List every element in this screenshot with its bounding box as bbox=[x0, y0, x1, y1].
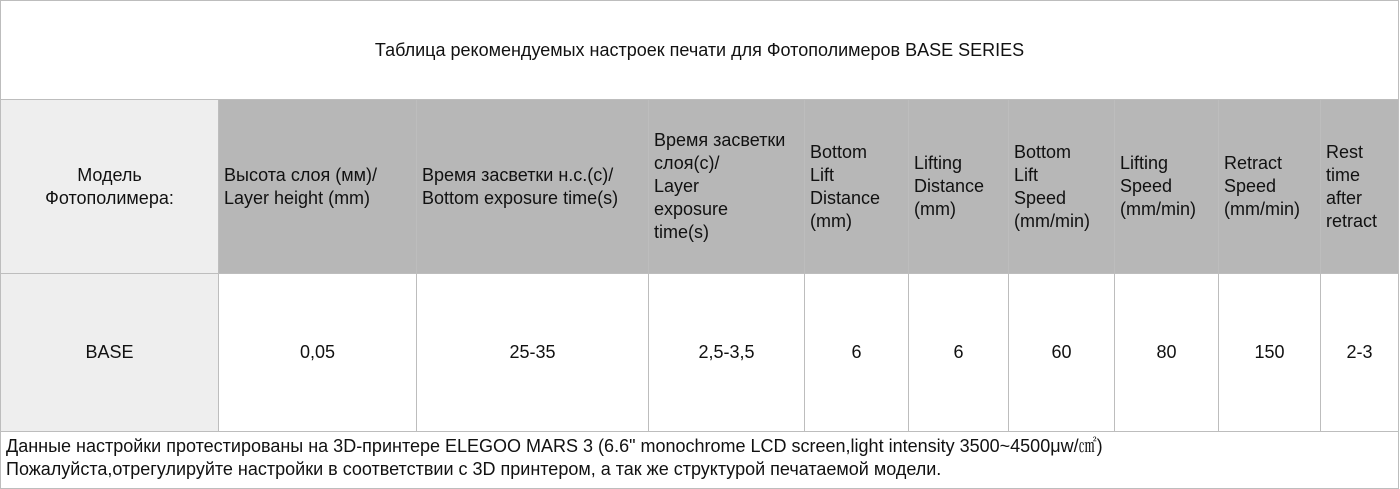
column-header-retract-speed bbox=[1219, 100, 1321, 274]
table-cell: 60 bbox=[1009, 274, 1115, 432]
column-header-layer-height bbox=[219, 100, 417, 274]
table-cell: 6 bbox=[805, 274, 909, 432]
header-row bbox=[1, 100, 1399, 274]
table-cell: 2,5-3,5 bbox=[649, 274, 805, 432]
column-header-lifting-distance bbox=[909, 100, 1009, 274]
model-name-cell: BASE bbox=[1, 274, 219, 432]
column-header-label: Высота слоя (мм)/ Layer height (mm) bbox=[224, 164, 378, 208]
column-header-bottom-lift-distance bbox=[805, 100, 909, 274]
model-column-header-label: Модель Фотополимера: bbox=[45, 164, 174, 208]
column-header-lifting-speed bbox=[1115, 100, 1219, 274]
column-header-label: Время засветки н.с.(с)/ Bottom exposure time(s) bbox=[422, 164, 619, 208]
table-title: Таблица рекомендуемых настроек печати для Фотополимеров BASE SERIES bbox=[1, 1, 1399, 100]
table-cell: 150 bbox=[1219, 274, 1321, 432]
table-cell: 0,05 bbox=[219, 274, 417, 432]
column-header-bottom-lift-speed bbox=[1009, 100, 1115, 274]
model-column-header bbox=[1, 100, 219, 274]
table-cell: 6 bbox=[909, 274, 1009, 432]
column-header-label: Lifting Distance (mm) bbox=[914, 153, 985, 219]
note-line: Данные настройки протестированы на 3D-принтере ELEGOO MARS 3 (6.6" monochrome LCD screen,light intensity 3500~4500μw/㎠) bbox=[6, 436, 1103, 456]
column-header-label: Bottom Lift Speed (mm/min) bbox=[1014, 141, 1090, 231]
note-line: Пожалуйста,отрегулируйте настройки в соответствии с 3D принтером, а так же структурой печатаемой модели. bbox=[6, 459, 942, 479]
table-cell: 80 bbox=[1115, 274, 1219, 432]
column-header-label: Rest time after retract bbox=[1326, 141, 1378, 231]
notes-cell bbox=[1, 432, 1399, 489]
column-header-bottom-exposure bbox=[417, 100, 649, 274]
column-header-layer-exposure bbox=[649, 100, 805, 274]
table-cell: 25-35 bbox=[417, 274, 649, 432]
table-cell: 2-3 bbox=[1321, 274, 1399, 432]
table-row bbox=[1, 274, 1399, 432]
column-header-label: Bottom Lift Distance (mm) bbox=[810, 141, 881, 231]
column-header-label: Retract Speed (mm/min) bbox=[1224, 153, 1300, 219]
column-header-rest-time bbox=[1321, 100, 1399, 274]
column-header-label: Время засветки слоя(с)/ Layer exposure time(s) bbox=[654, 130, 786, 242]
column-header-label: Lifting Speed (mm/min) bbox=[1120, 153, 1196, 219]
